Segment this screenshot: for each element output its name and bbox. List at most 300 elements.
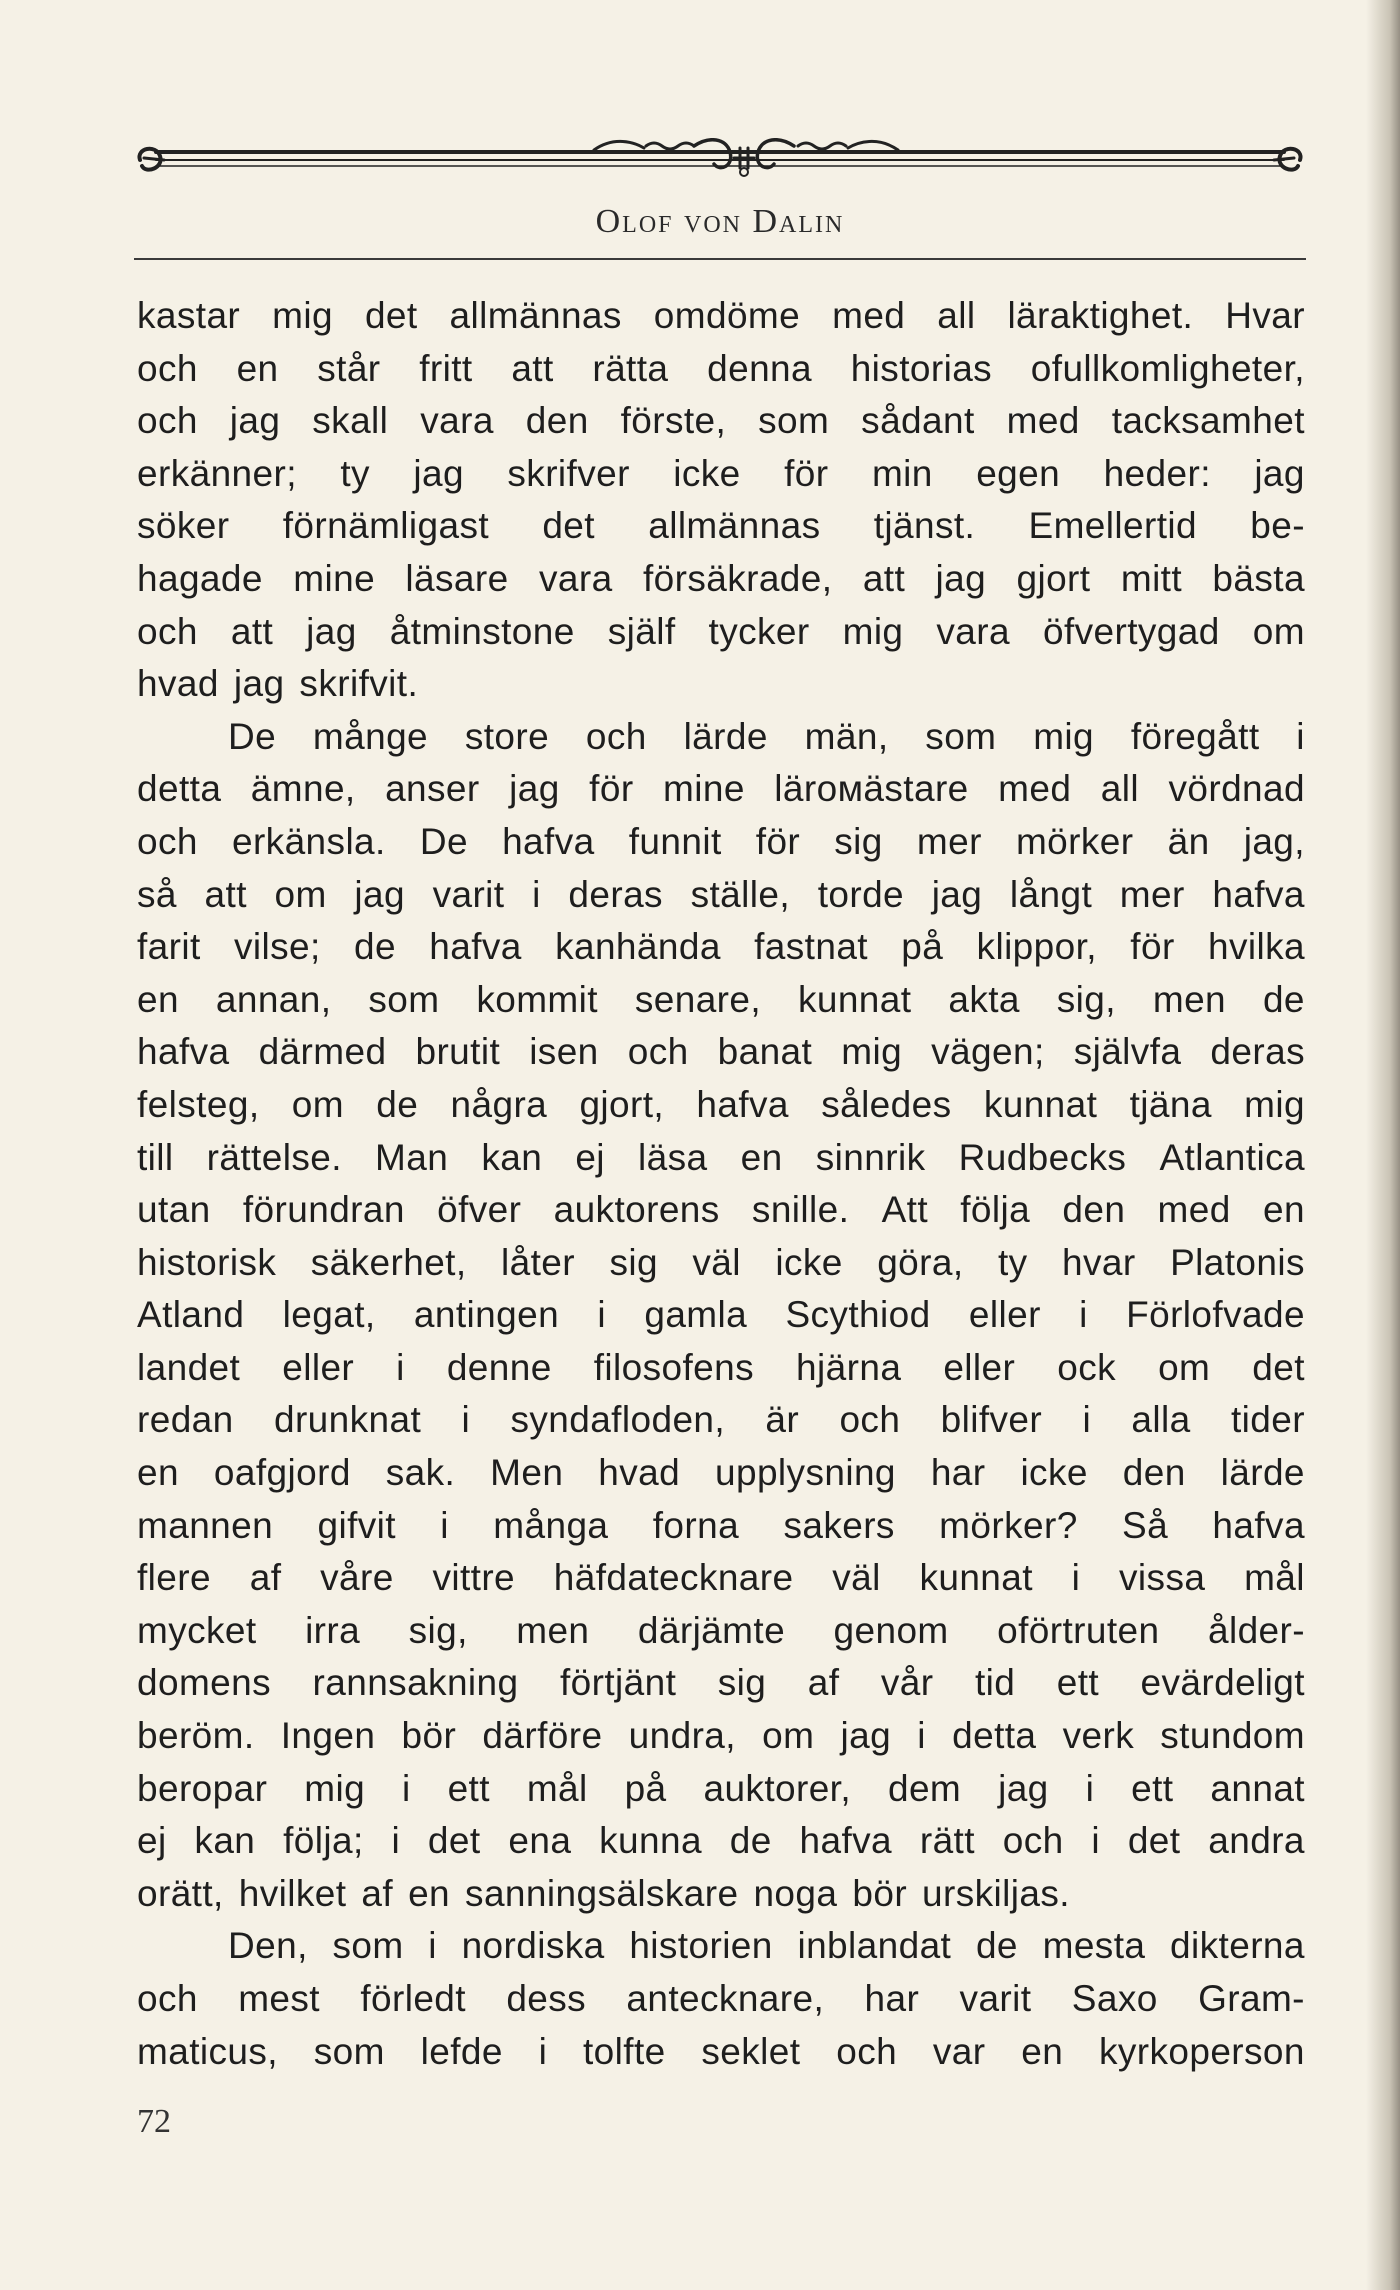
word: mine	[663, 768, 745, 810]
word: auktorens	[553, 1189, 720, 1231]
word: hafva	[429, 926, 522, 968]
word: och	[836, 2030, 898, 2072]
word: oförtruten	[997, 1609, 1160, 1651]
word: tycker	[708, 610, 810, 652]
word: med	[998, 768, 1072, 810]
word: lärомästare	[774, 768, 969, 810]
word: till	[137, 1136, 174, 1178]
word: skall	[312, 400, 389, 442]
word: och	[1002, 1820, 1064, 1862]
word: således	[821, 1083, 952, 1125]
word: tjäna	[1129, 1083, 1212, 1125]
word: läraktighet.	[1007, 295, 1194, 336]
word: lefde	[420, 2030, 503, 2072]
text-line	[137, 658, 1305, 711]
word: andra	[1208, 1820, 1305, 1862]
word: för	[755, 820, 801, 862]
word: skrifver	[507, 452, 630, 494]
word: de	[353, 926, 396, 968]
running-head: Olof von Dalin	[595, 203, 845, 240]
word: evärdeligt	[1140, 1662, 1305, 1704]
word: hvilka	[1207, 926, 1305, 968]
word: gamla	[644, 1294, 748, 1336]
word: sådant	[861, 400, 975, 442]
text-line	[137, 1552, 1305, 1605]
word: detta	[952, 1715, 1037, 1757]
word: oafgjord	[213, 1452, 351, 1494]
word: rättelse.	[206, 1136, 342, 1178]
text-line	[137, 1657, 1305, 1710]
word: mig	[304, 1767, 366, 1809]
word: historias	[850, 347, 993, 389]
word: den	[525, 400, 589, 442]
word: långt	[1009, 873, 1093, 915]
word: om	[762, 1715, 815, 1757]
word: och	[137, 820, 198, 862]
word: att	[204, 873, 247, 915]
word: sig	[834, 820, 883, 862]
text-line	[137, 1868, 1305, 1921]
word: antecknare,	[626, 1978, 825, 2019]
text-line	[137, 2026, 1305, 2079]
word: jag	[998, 1767, 1049, 1809]
word: en	[137, 978, 179, 1020]
word: i	[597, 1294, 607, 1336]
word: fastnat	[754, 926, 868, 968]
word: deras	[568, 873, 663, 915]
word: Gram-	[1198, 1978, 1305, 2019]
text-line	[137, 1026, 1305, 1079]
word: rannsakning	[312, 1662, 519, 1704]
word: ej	[137, 1820, 167, 1862]
text-line	[137, 1132, 1305, 1185]
word: mål	[526, 1767, 588, 1809]
text-line	[137, 1289, 1305, 1342]
word: hafva	[1212, 873, 1305, 915]
word: i	[402, 1767, 411, 1809]
word: af	[361, 1872, 394, 1914]
word: brutit	[415, 1031, 501, 1073]
word: sanningsälskare	[465, 1872, 739, 1914]
text-line	[137, 1815, 1305, 1868]
word: Emellertid	[1028, 505, 1197, 547]
word: i	[461, 1399, 471, 1441]
word: jag	[931, 873, 983, 915]
word: för	[1130, 926, 1175, 968]
word: Platonis	[1170, 1241, 1305, 1283]
word: på	[624, 1767, 667, 1809]
word: läsa	[638, 1136, 708, 1178]
word: kommit	[476, 978, 598, 1020]
word: icke	[1020, 1452, 1088, 1494]
word: jag	[509, 768, 560, 810]
word: anser	[385, 768, 480, 810]
word: förtjänt	[559, 1662, 677, 1704]
word: vissa	[1119, 1557, 1206, 1599]
word: gjort,	[579, 1083, 665, 1125]
word: sig	[717, 1662, 767, 1704]
word: mig	[1244, 1083, 1305, 1125]
word: hvad	[137, 663, 219, 705]
word: historien	[629, 1925, 773, 1967]
text-line	[137, 1920, 1305, 1973]
text-line	[137, 816, 1305, 869]
word: med	[832, 295, 906, 336]
word: mörker	[1015, 820, 1134, 862]
word: om	[1158, 1346, 1211, 1388]
word: i	[396, 1346, 405, 1388]
word: vara	[420, 400, 494, 442]
word: om	[291, 1083, 344, 1125]
word: skrifvit.	[299, 663, 419, 705]
word: redan	[137, 1399, 234, 1441]
word: det	[542, 505, 595, 547]
word: i	[532, 873, 541, 915]
word: därmed	[258, 1031, 387, 1073]
word: i	[1082, 1399, 1092, 1441]
word: landet	[137, 1346, 241, 1388]
word: som	[758, 400, 830, 442]
word: bästa	[1212, 557, 1305, 599]
word: öfvertygad	[1042, 610, 1220, 652]
text-line	[137, 869, 1305, 922]
word: ett	[1131, 1767, 1174, 1809]
text-line	[137, 448, 1305, 501]
word: tacksamhet	[1111, 400, 1305, 442]
word: Den,	[228, 1925, 308, 1967]
word: denne	[446, 1346, 552, 1388]
word: hvilket	[238, 1872, 347, 1914]
word: bör	[401, 1715, 457, 1757]
word: för	[589, 768, 634, 810]
word: i	[917, 1715, 926, 1757]
word: vår	[880, 1662, 934, 1704]
word: vara	[936, 610, 1010, 652]
word: egen	[976, 452, 1061, 494]
text-line	[137, 711, 1305, 764]
word: hafva	[799, 1820, 893, 1862]
word: en	[137, 1452, 179, 1494]
page-number: 72	[137, 2103, 171, 2140]
word: rätta	[592, 347, 669, 389]
word: tid	[974, 1662, 1016, 1704]
word: har	[930, 1452, 986, 1494]
word: säkerhet,	[310, 1241, 467, 1283]
word: söker	[137, 505, 230, 547]
word: ofullkomligheter,	[1030, 347, 1305, 389]
word: i	[1085, 1767, 1095, 1809]
word: jag	[935, 557, 987, 599]
word: bör	[852, 1872, 908, 1914]
word: tjänst.	[873, 505, 976, 547]
word: som	[925, 715, 997, 757]
word: af	[807, 1662, 840, 1704]
word: jag	[233, 663, 285, 705]
word: kan	[481, 1136, 543, 1178]
word: min	[871, 452, 933, 494]
word: noga	[753, 1872, 838, 1914]
text-line	[137, 395, 1305, 448]
word: häfdatecknare	[553, 1557, 794, 1599]
word: Så	[1122, 1504, 1169, 1546]
word: mig	[272, 295, 333, 336]
word: självfa	[1073, 1031, 1182, 1073]
word: föregått	[1130, 715, 1260, 757]
word: fritt	[419, 347, 473, 389]
word: hagade	[137, 557, 263, 599]
word: gifvit	[317, 1504, 396, 1546]
word: jag,	[1243, 820, 1305, 862]
word: den	[1122, 1452, 1186, 1494]
word: Atlantica	[1159, 1136, 1305, 1178]
word: detta	[137, 768, 222, 810]
word: för	[784, 452, 829, 494]
word: än	[1167, 820, 1210, 862]
text-line	[137, 1342, 1305, 1395]
word: snille.	[751, 1189, 850, 1231]
word: på	[901, 926, 944, 968]
word: förnämligast	[282, 505, 490, 547]
word: auktorer,	[703, 1767, 852, 1809]
word: eller	[282, 1346, 355, 1388]
word: af	[249, 1557, 282, 1599]
word: hvar	[1062, 1241, 1136, 1283]
word: mycket	[137, 1609, 257, 1651]
word: De	[228, 715, 277, 757]
word: filosofens	[593, 1346, 755, 1388]
word: heder:	[1103, 452, 1211, 494]
word: mig	[1033, 715, 1095, 757]
word: sig	[609, 1241, 658, 1283]
word: vägen;	[931, 1031, 1045, 1073]
word: verk	[1062, 1715, 1135, 1757]
word: seklet	[701, 2030, 801, 2072]
word: en	[740, 1136, 783, 1178]
word: deras	[1210, 1031, 1305, 1073]
word: ämne,	[250, 768, 356, 810]
word: icke	[673, 452, 741, 494]
word: omdöme	[653, 295, 801, 336]
word: sinnrik	[815, 1136, 926, 1178]
word: icke	[775, 1241, 843, 1283]
word: ty	[340, 452, 370, 494]
word: men	[1152, 978, 1227, 1020]
word: följa	[960, 1189, 1031, 1231]
word: så	[137, 873, 177, 915]
word: blifver	[940, 1399, 1043, 1441]
text-line	[137, 290, 1305, 343]
word: antingen	[413, 1294, 560, 1336]
word: be-	[1250, 505, 1305, 547]
word: åtminstone	[389, 610, 575, 652]
word: funnit	[628, 820, 722, 862]
word: kyrkoperson	[1098, 2030, 1305, 2072]
word: Ingen	[280, 1715, 376, 1757]
word: i	[440, 1504, 449, 1546]
word: jag	[229, 400, 281, 442]
word: utan	[137, 1189, 211, 1231]
word: låter	[501, 1241, 575, 1283]
word: några	[450, 1083, 548, 1125]
word: hafva	[696, 1083, 789, 1125]
word: kunna	[599, 1820, 702, 1862]
word: och	[137, 347, 198, 389]
word: sakers	[783, 1504, 895, 1546]
word: mörker?	[939, 1504, 1078, 1546]
word: en	[1262, 1189, 1305, 1231]
word: hvad	[598, 1452, 681, 1494]
word: orätt,	[137, 1872, 224, 1914]
word: ställe,	[690, 873, 791, 915]
word: gjort	[1016, 557, 1091, 599]
word: den	[1062, 1189, 1126, 1231]
word: det	[427, 1820, 481, 1862]
word: hafva	[137, 1031, 230, 1073]
word: som	[313, 2030, 385, 2072]
word: själf	[607, 610, 676, 652]
text-line	[137, 1237, 1305, 1290]
word: allmännas	[449, 295, 622, 336]
word: i	[391, 1820, 401, 1862]
word: dikterna	[1170, 1925, 1305, 1967]
word: erkänsla.	[231, 820, 386, 862]
word: i	[1079, 1294, 1088, 1336]
body-text	[137, 290, 1305, 2078]
word: kunnat	[983, 1083, 1098, 1125]
word: De	[419, 820, 468, 862]
word: tolfte	[583, 2030, 666, 2072]
word: mest	[238, 1978, 320, 2019]
word: mig	[841, 1031, 903, 1073]
word: som	[368, 978, 440, 1020]
word: vördnad	[1168, 768, 1305, 810]
word: väl	[692, 1241, 741, 1283]
word: och	[137, 400, 198, 442]
word: undra,	[628, 1715, 736, 1757]
word: dem	[887, 1767, 962, 1809]
word: förste,	[620, 400, 727, 442]
word: ty	[998, 1241, 1028, 1283]
word: annat	[1210, 1767, 1305, 1809]
word: att	[862, 557, 906, 599]
word: vittre	[432, 1557, 516, 1599]
word: jag	[1254, 452, 1305, 494]
word: är	[765, 1399, 800, 1441]
word: beröm.	[137, 1715, 255, 1757]
word: drunknat	[273, 1399, 422, 1441]
word: ock	[1057, 1346, 1117, 1388]
word: mer	[1119, 873, 1185, 915]
word: månge	[312, 715, 429, 757]
word: sig,	[1056, 978, 1116, 1020]
word: kanhända	[555, 926, 721, 968]
word: öfver	[437, 1189, 522, 1231]
word: hjärna	[796, 1346, 902, 1388]
word: Hvar	[1225, 295, 1305, 336]
word: kunnat	[797, 978, 912, 1020]
word: mannen	[137, 1504, 274, 1546]
word: i	[1071, 1557, 1081, 1599]
word: ena	[508, 1820, 572, 1862]
text-line	[137, 974, 1305, 1027]
word: våre	[320, 1557, 394, 1599]
word: torde	[817, 873, 905, 915]
word: dess	[506, 1978, 587, 2019]
word: och	[585, 715, 647, 757]
word: kan	[194, 1820, 256, 1862]
word: eller	[943, 1346, 1016, 1388]
text-line	[137, 1710, 1305, 1763]
word: irra	[305, 1609, 361, 1651]
word: det	[364, 295, 418, 336]
word: allmännas	[648, 505, 821, 547]
word: väl	[832, 1557, 881, 1599]
word: kastar	[137, 295, 241, 336]
word: i	[1296, 715, 1305, 757]
word: att	[230, 610, 274, 652]
word: i	[428, 1925, 437, 1967]
word: jag	[306, 610, 357, 652]
word: stundom	[1160, 1715, 1305, 1757]
word: maticus,	[137, 2030, 278, 2072]
word: isen	[529, 1031, 599, 1073]
text-line	[137, 1184, 1305, 1237]
header-divider	[134, 258, 1306, 260]
word: mig	[842, 610, 904, 652]
word: om	[274, 873, 327, 915]
word: all	[1100, 768, 1139, 810]
text-line	[137, 1605, 1305, 1658]
word: de	[975, 1925, 1018, 1967]
word: Man	[375, 1136, 449, 1178]
word: hafva	[1212, 1504, 1305, 1546]
text-line	[137, 1500, 1305, 1553]
word: lärde	[1220, 1452, 1305, 1494]
word: mitt	[1120, 557, 1183, 599]
word: jag	[413, 452, 464, 494]
word: Atland	[137, 1294, 245, 1336]
word: nordiska	[461, 1925, 605, 1967]
word: urskiljas.	[922, 1872, 1070, 1914]
word: och	[839, 1399, 901, 1441]
text-line	[137, 921, 1305, 974]
text-line	[137, 1447, 1305, 1500]
word: ej	[575, 1136, 605, 1178]
text-line	[137, 763, 1305, 816]
word: och	[137, 610, 198, 652]
text-line	[137, 1973, 1305, 2026]
word: mine	[293, 557, 376, 599]
word: en	[236, 347, 279, 389]
word: upplysning	[715, 1452, 896, 1494]
word: men	[516, 1609, 590, 1651]
word: denna	[707, 347, 812, 389]
word: erkänner;	[137, 452, 297, 494]
word: annan,	[215, 978, 332, 1020]
word: senare,	[634, 978, 762, 1020]
word: göra,	[877, 1241, 964, 1283]
word: farit	[137, 926, 201, 968]
word: det	[1252, 1346, 1305, 1388]
word: var	[932, 2030, 986, 2072]
word: män,	[804, 715, 889, 757]
word: store	[464, 715, 550, 757]
word: genom	[833, 1609, 949, 1651]
word: med	[1157, 1189, 1231, 1231]
word: tider	[1230, 1399, 1305, 1441]
word: syndafloden,	[510, 1399, 726, 1441]
word: klippor,	[976, 926, 1097, 968]
